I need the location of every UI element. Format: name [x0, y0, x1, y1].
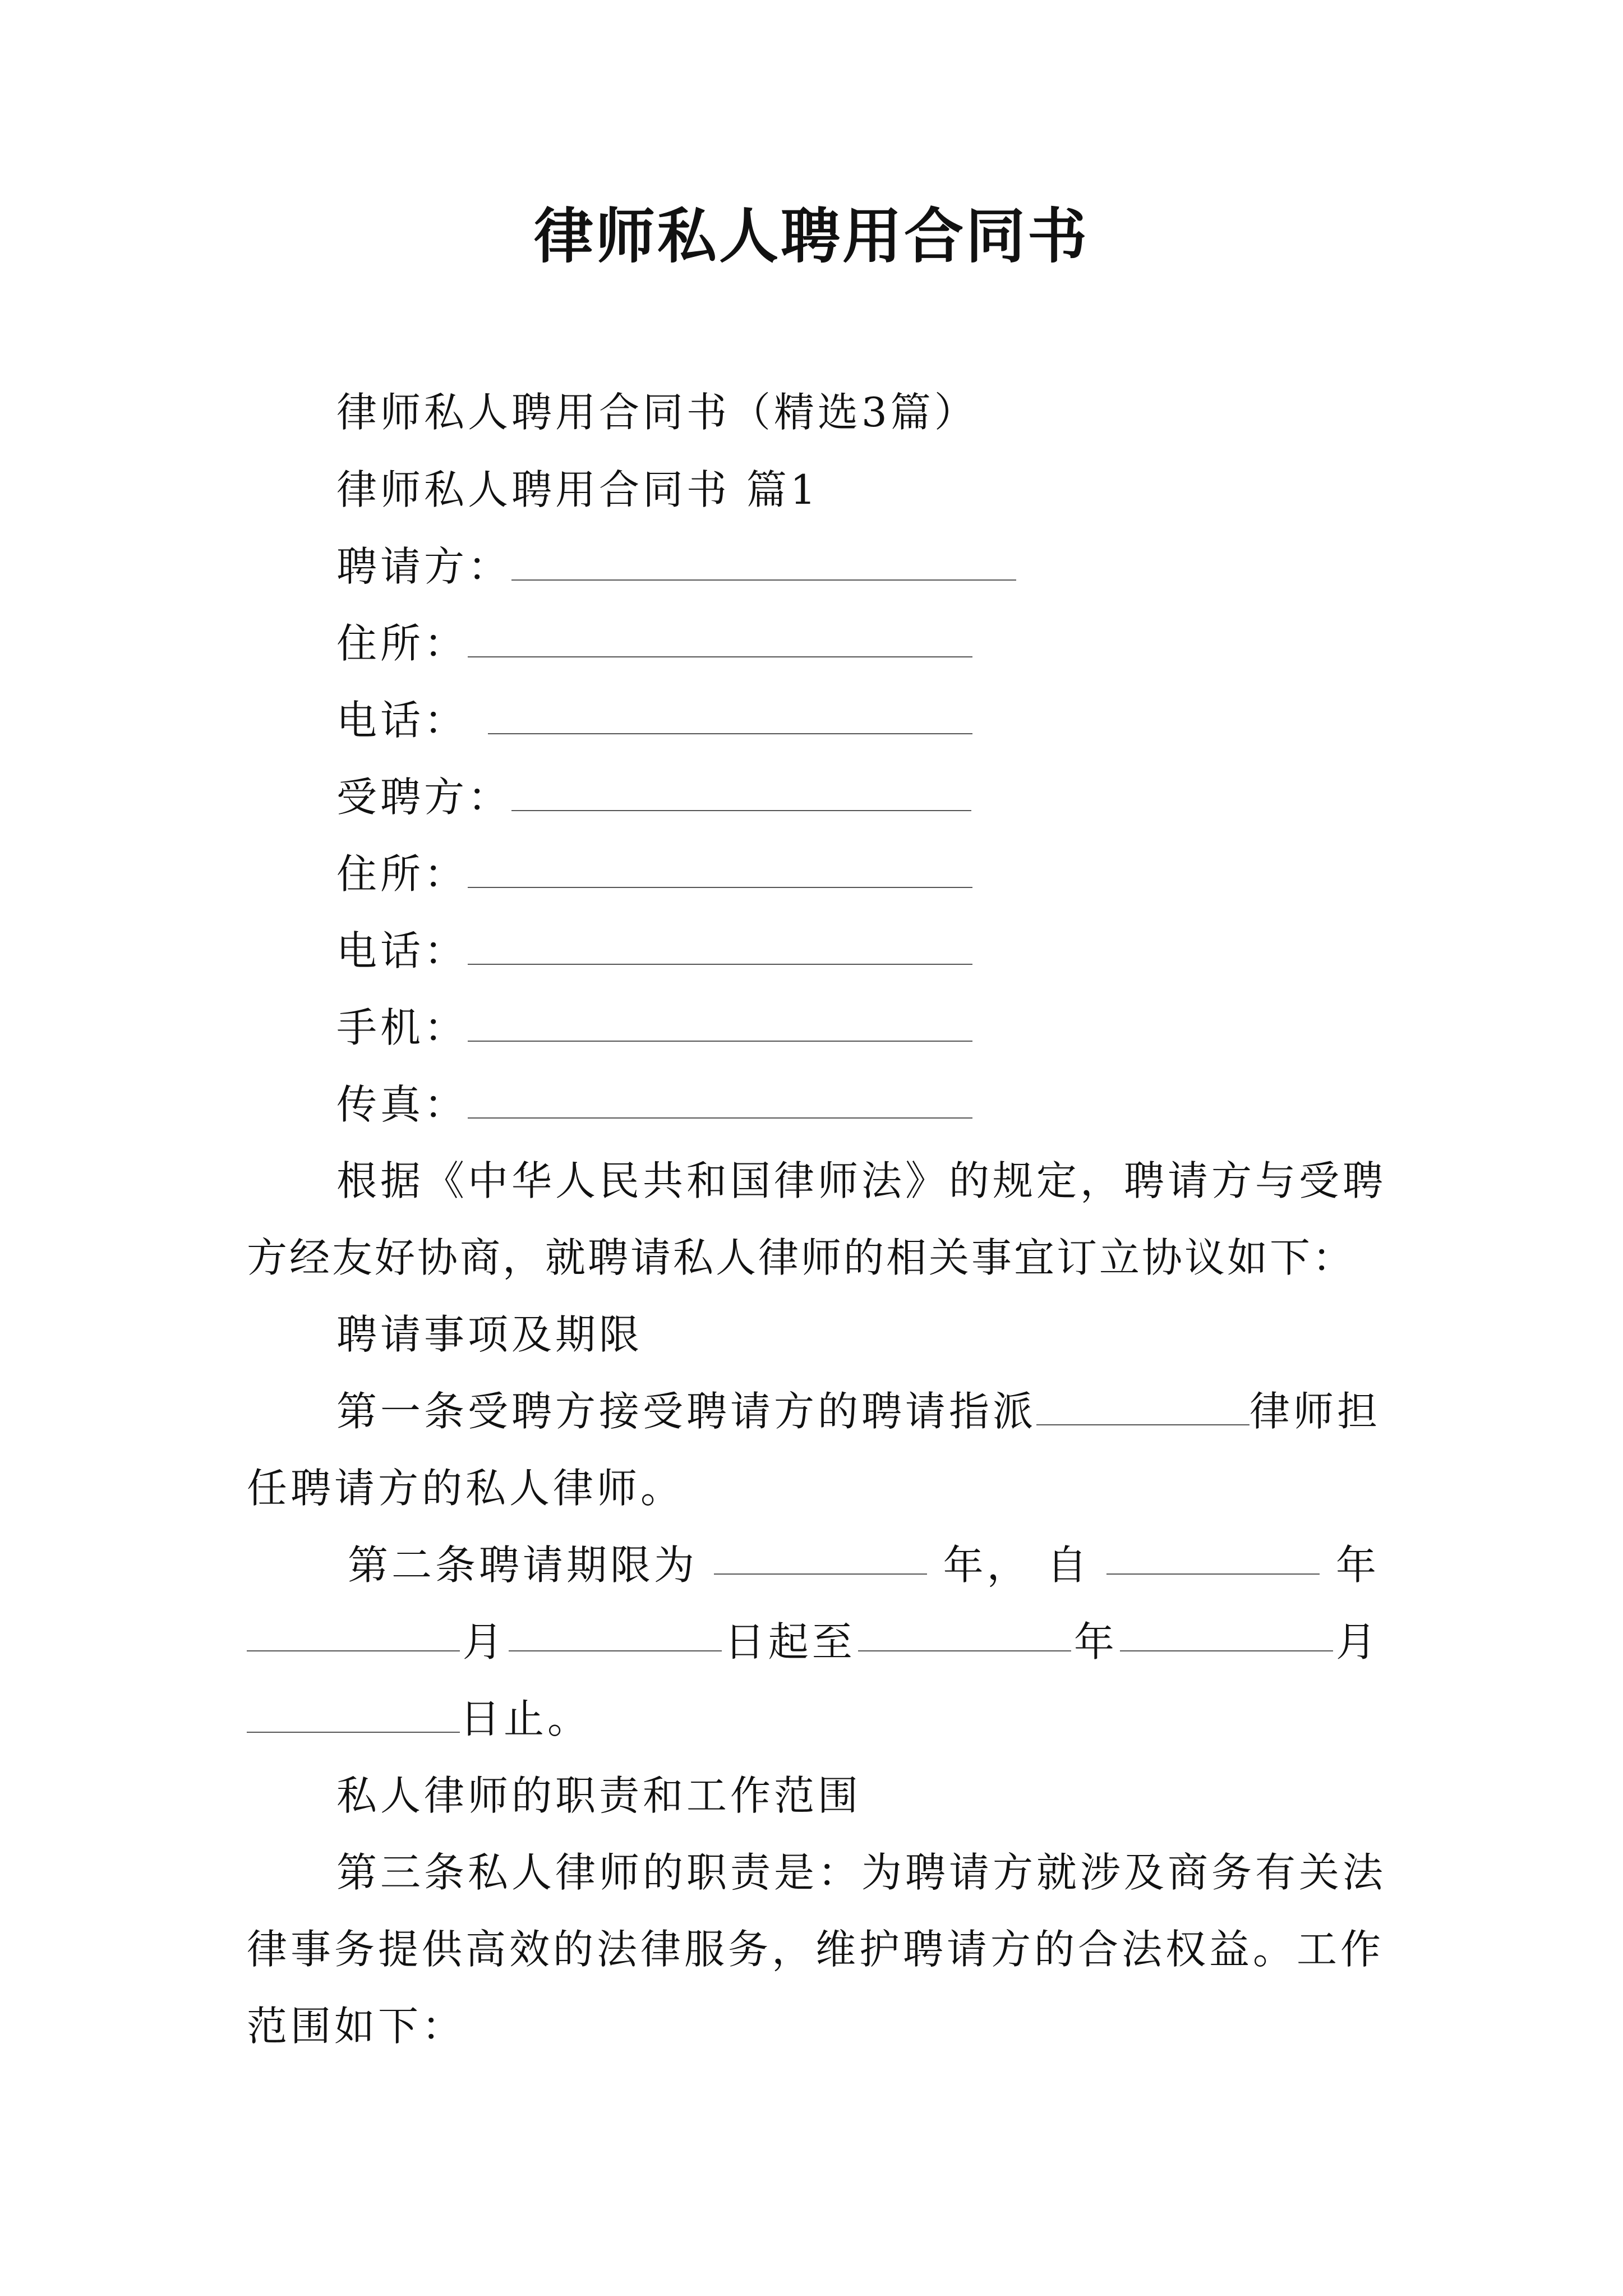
start-year-blank[interactable]: [1106, 1540, 1320, 1575]
field-label: 住所：: [336, 620, 468, 667]
years-blank[interactable]: [714, 1540, 927, 1575]
field-employer-address: [336, 618, 972, 669]
article-1-line-2: 任聘请方的私人律师。: [247, 1465, 685, 1512]
field-label: 电话：: [336, 697, 468, 744]
field-blank[interactable]: [468, 930, 972, 965]
field-blank[interactable]: [511, 776, 971, 811]
field-blank[interactable]: [488, 700, 972, 734]
field-label: 传真：: [336, 1081, 468, 1128]
field-label: 手机：: [336, 1004, 468, 1051]
end-year-blank[interactable]: [858, 1617, 1071, 1651]
field-employer: [336, 541, 1016, 592]
article-2-line-2: [247, 1617, 1380, 1667]
field-employee-address: [336, 849, 972, 899]
article-2-line-3: [247, 1694, 591, 1744]
intro-line-2: 方经友好协商，就聘请私人律师的相关事宜订立协议如下：: [247, 1234, 1355, 1281]
start-day-blank[interactable]: [509, 1617, 722, 1651]
article-2-from-word: 自: [1046, 1542, 1091, 1589]
heading-duties: 私人律师的职责和工作范围: [336, 1772, 862, 1819]
field-employer-phone: [336, 695, 972, 746]
article-1-line-1: [336, 1386, 1381, 1437]
field-blank[interactable]: [468, 623, 972, 657]
article-2-year-word: 年: [1335, 1542, 1380, 1589]
article-2-until-word: 日起至: [724, 1618, 856, 1665]
field-blank[interactable]: [468, 853, 972, 888]
start-month-blank[interactable]: [247, 1617, 460, 1651]
field-fax: [336, 1079, 972, 1130]
field-blank[interactable]: [511, 546, 1016, 581]
article-2-year-word: 年，: [943, 1542, 1031, 1589]
document-subtitle: 律师私人聘用合同书（精选3篇）: [336, 389, 978, 436]
field-blank[interactable]: [468, 1007, 972, 1042]
article-1-text: 第一条受聘方接受聘请方的聘请指派: [336, 1388, 1037, 1435]
end-day-blank[interactable]: [247, 1698, 460, 1733]
article-3-line-2: 律事务提供高效的法律服务，维护聘请方的合法权益。工作: [247, 1926, 1385, 1973]
field-label: 住所：: [336, 850, 468, 898]
document-title: 律师私人聘用合同书: [534, 202, 1089, 271]
article-2-month-word: 月: [462, 1618, 506, 1665]
article-1-text-end: 律师担: [1249, 1388, 1381, 1435]
field-label: 电话：: [336, 927, 468, 974]
end-month-blank[interactable]: [1120, 1617, 1333, 1651]
article-3-line-1: 第三条私人律师的职责是：为聘请方就涉及商务有关法: [336, 1849, 1387, 1896]
article-2-month-word: 月: [1335, 1618, 1380, 1665]
field-mobile: [336, 1002, 972, 1053]
lawyer-name-blank[interactable]: [1036, 1391, 1249, 1425]
section-heading: 律师私人聘用合同书 篇1: [336, 466, 819, 513]
article-2-text: 第二条聘请期限为: [348, 1542, 698, 1589]
field-employee: [336, 772, 971, 822]
article-2-line-1: [348, 1540, 1380, 1590]
heading-matters: 聘请事项及期限: [336, 1311, 643, 1358]
field-blank[interactable]: [468, 1084, 972, 1119]
field-employee-phone: [336, 926, 972, 976]
field-label: 受聘方：: [336, 774, 512, 821]
field-label: 聘请方：: [336, 543, 512, 590]
intro-line-1: 根据《中华人民共和国律师法》的规定，聘请方与受聘: [336, 1157, 1387, 1204]
article-2-end-text: 日止。: [460, 1695, 592, 1742]
article-2-year-word: 年: [1073, 1618, 1118, 1665]
article-3-line-3: 范围如下：: [247, 2003, 466, 2050]
